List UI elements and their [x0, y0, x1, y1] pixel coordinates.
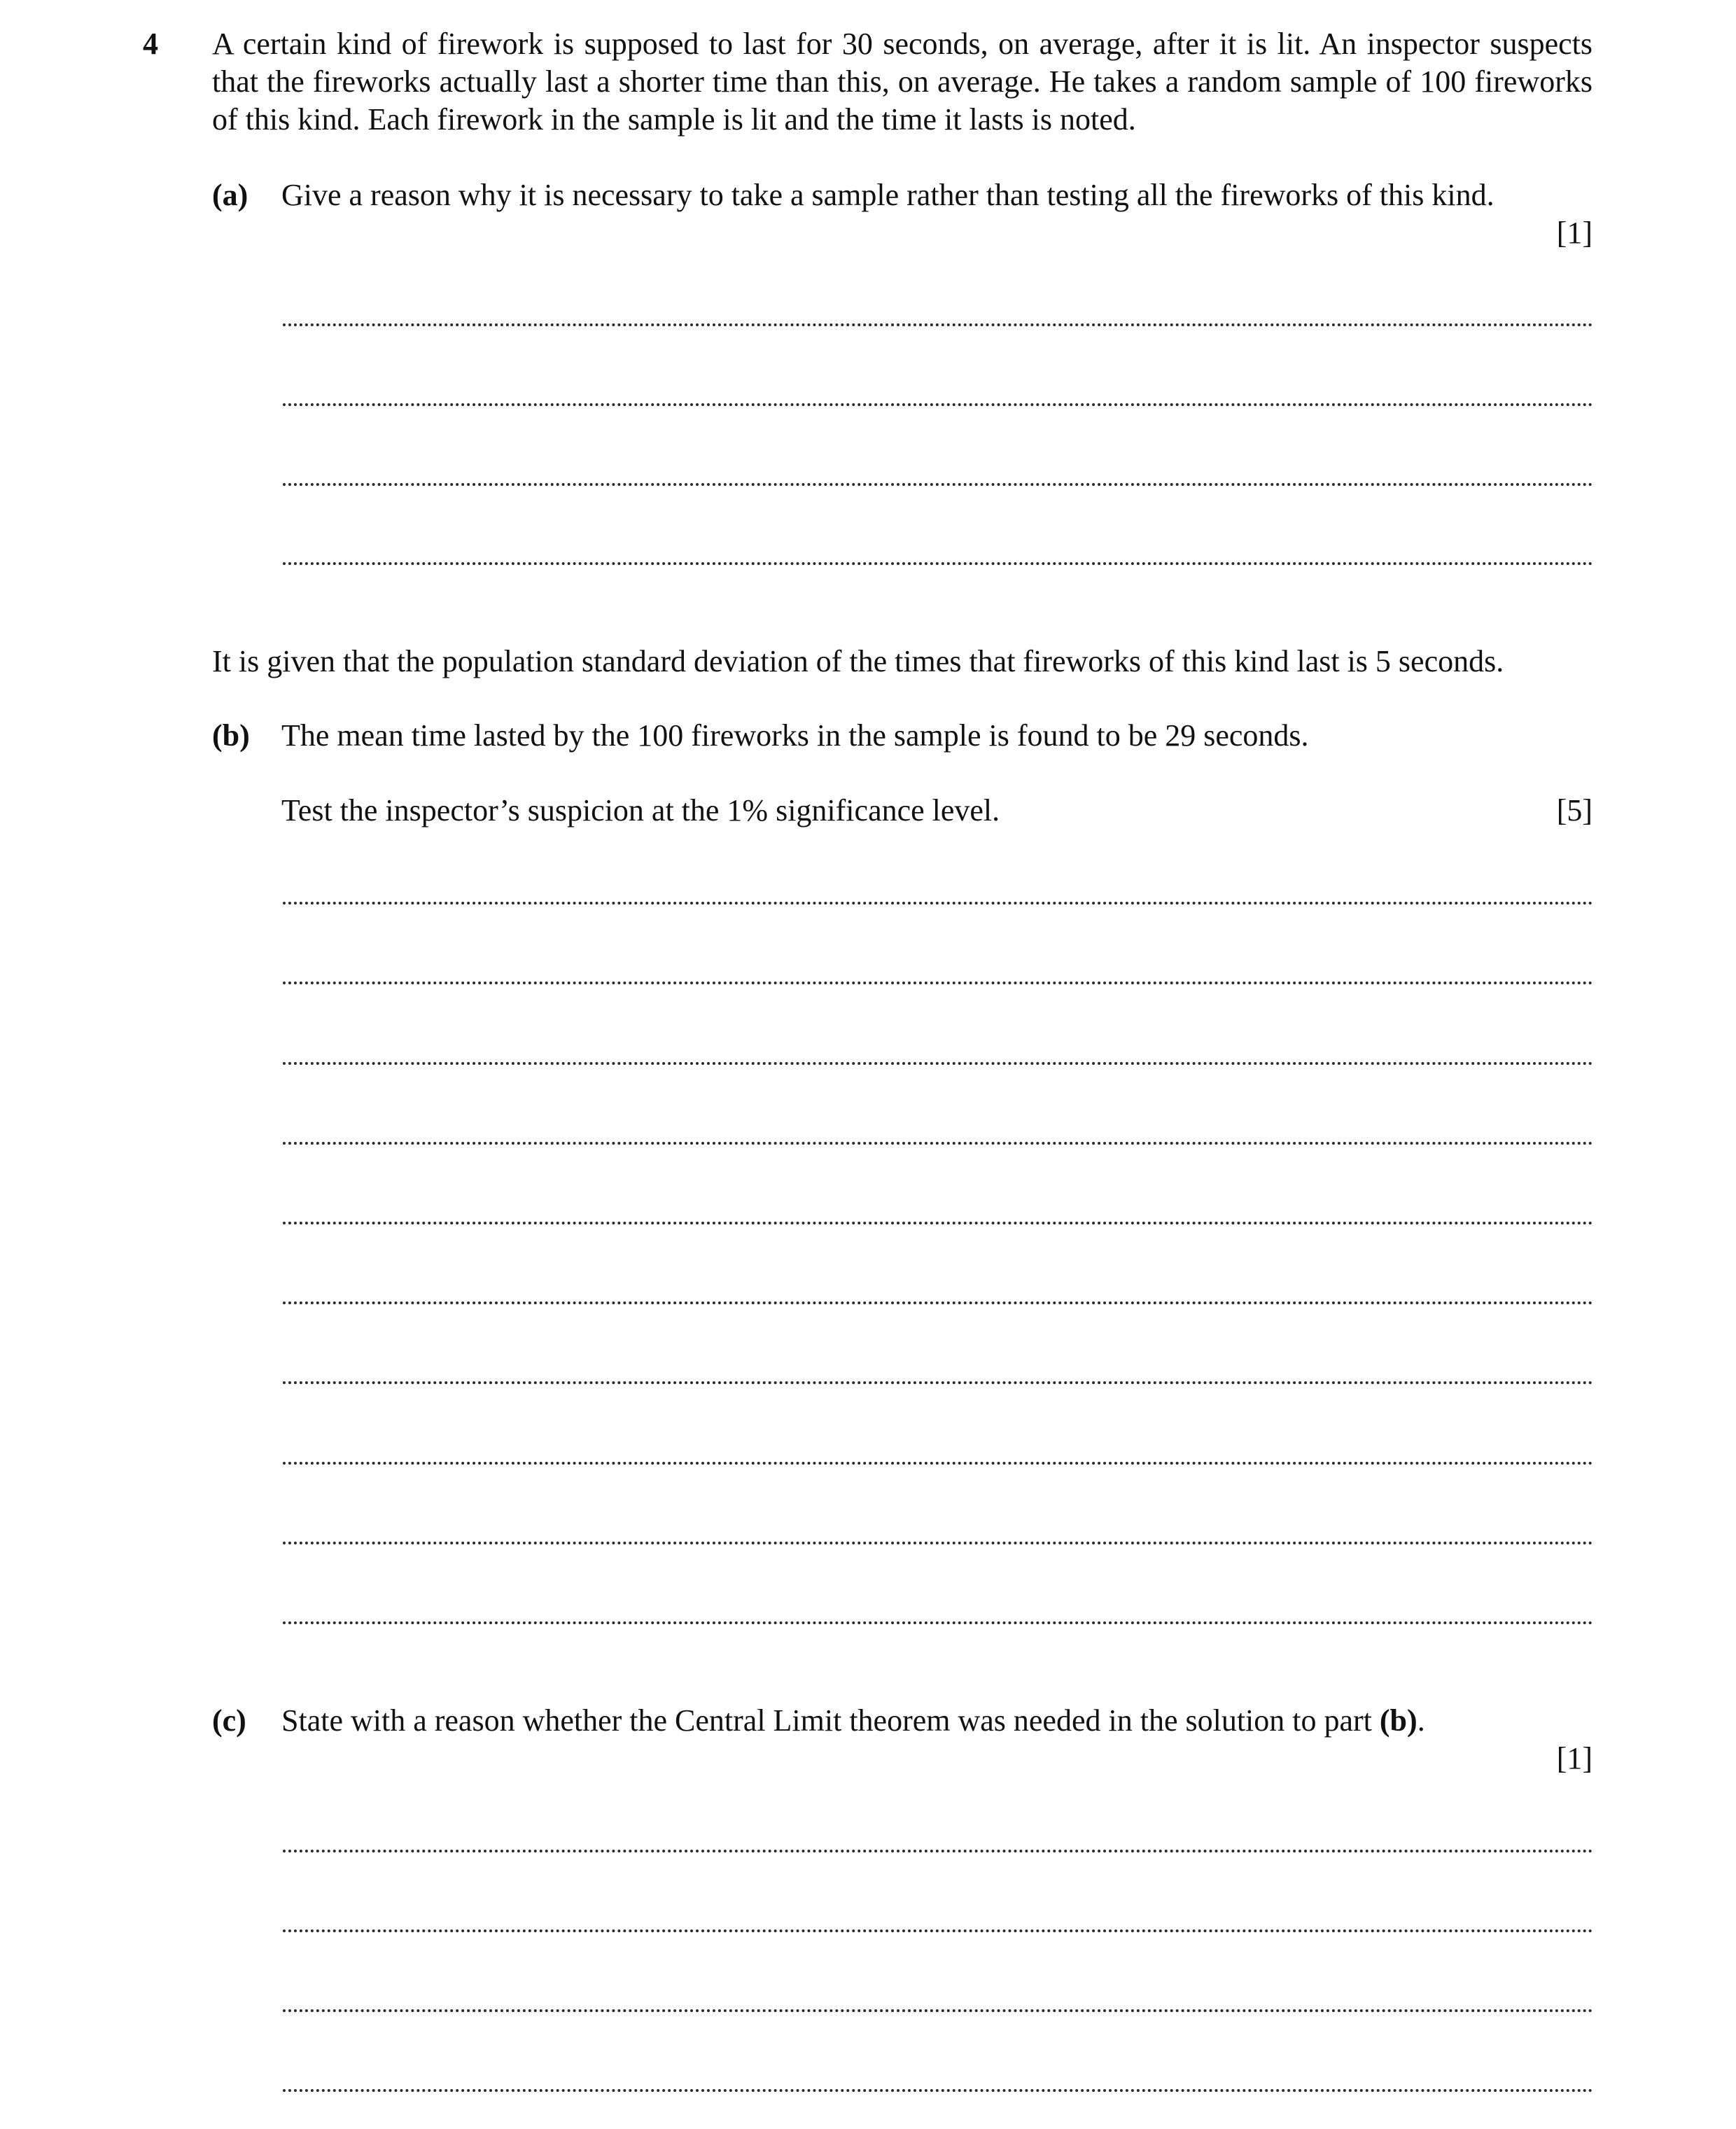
answer-line-b-8[interactable] [283, 1462, 1593, 1465]
answer-line-a-4[interactable] [283, 562, 1593, 565]
answer-line-c-2[interactable] [283, 1929, 1593, 1932]
answer-line-b-10[interactable] [283, 1621, 1593, 1624]
part-c-text-end: . [1417, 1703, 1425, 1738]
answer-line-c-4[interactable] [283, 2089, 1593, 2092]
answer-line-a-2[interactable] [283, 403, 1593, 406]
answer-line-a-3[interactable] [283, 483, 1593, 486]
part-b-instruction: Test the inspector’s suspicion at the 1% significance level. [281, 793, 1000, 828]
given-information: It is given that the population standard deviation of the times that fireworks of this kind last is 5 seconds. [212, 644, 1504, 678]
answer-line-b-4[interactable] [283, 1142, 1593, 1145]
question-number: 4 [143, 27, 158, 61]
part-a-label: (a) [212, 178, 248, 212]
part-c-marks: [1] [1556, 1741, 1592, 1775]
answer-line-c-1[interactable] [283, 1850, 1593, 1852]
part-c-reference: (b) [1379, 1703, 1418, 1738]
question-stem: A certain kind of firework is supposed to last for 30 seconds, on average, after it is lit. An inspector suspects that the fireworks actually last a shorter time than this, on average. He takes a random sample of 100 fireworks of this kind. Each firework in the sample is lit and the time it lasts is noted. [212, 27, 1592, 137]
part-b-label: (b) [212, 718, 250, 753]
part-c-label: (c) [212, 1703, 246, 1738]
answer-line-b-7[interactable] [283, 1381, 1593, 1384]
answer-line-b-9[interactable] [283, 1542, 1593, 1544]
answer-line-b-1[interactable] [283, 902, 1593, 905]
part-c-text-main: State with a reason whether the Central Limit theorem was needed in the solution to part [281, 1703, 1380, 1738]
answer-line-c-3[interactable] [283, 2009, 1593, 2012]
part-c-text [281, 1702, 1592, 1740]
answer-line-b-3[interactable] [283, 1062, 1593, 1065]
part-b-text: The mean time lasted by the 100 fireworks in the sample is found to be 29 seconds. [281, 718, 1309, 753]
part-a-text: Give a reason why it is necessary to take a sample rather than testing all the fireworks of this kind. [281, 178, 1494, 212]
answer-line-b-6[interactable] [283, 1301, 1593, 1304]
answer-line-b-5[interactable] [283, 1222, 1593, 1224]
answer-line-a-1[interactable] [283, 323, 1593, 326]
answer-line-b-2[interactable] [283, 982, 1593, 984]
part-a-marks: [1] [1556, 216, 1592, 250]
part-b-marks: [5] [1556, 793, 1592, 828]
